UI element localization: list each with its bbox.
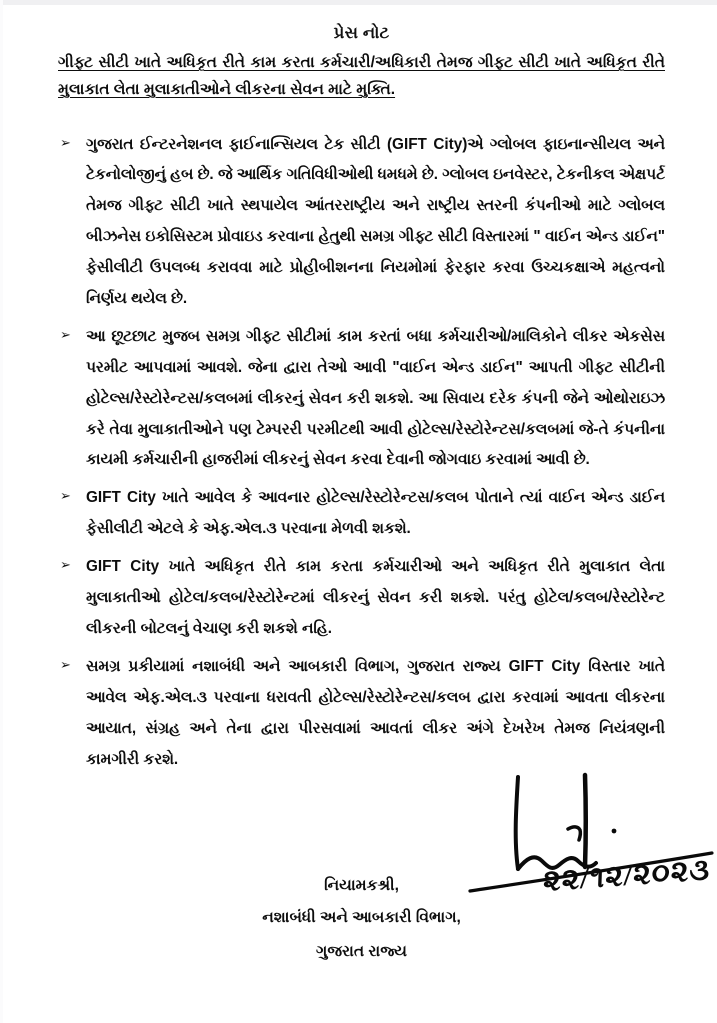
list-item-text: આ છૂટછાટ મુજબ સમગ્ર ગીફ્ટ સીટીમાં કામ કરતાં બધા કર્મચારીઓ/માલિકોને લીકર એકસેસ પરમીટ આપવામાં આવશે. જેના દ્વારા તેઓ આવી "વાઈન એન્ડ ડાઈન" આપતી ગીફ્ટ સીટીની હોટેલ્સ/રેસ્ટોરેન્ટસ/કલબમાં લીકરનું સેવન કરી શકશે. આ સિવાય દરેક કંપની જેને ઓથોરાઇઝ કરે તેવા મુલાકાતીઓને પણ ટેમ્પરરી પરમીટથી આવી હોટેલ્સ/રેસ્ટોરેન્ટસ/કલબમાં જે-તે કંપનીના કાયમી કર્મચારીની હાજરીમાં લીકરનું સેવન કરવા દેવાની જોગવાઇ કરવામાં આવી છે.: [86, 327, 665, 469]
list-item: [58, 322, 665, 476]
state-name: ગુજરાત રાજ્ય: [316, 943, 407, 961]
document-subtitle: ગીફ્ટ સીટી ખાતે અધિકૃત રીતે કામ કરતા કર્મચારી/અધિકારી તેમજ ગીફ્ટ સીટી ખાતે અધિકૃત રીતે મુલાકાત લેતા મુલાકાતીઓને લીકરના સેવન માટે મુક્તિ.: [58, 54, 665, 98]
bullet-arrow-icon: ➢: [60, 134, 71, 150]
handwritten-date: ૨૨/૧૨/૨૦૨૩: [542, 853, 711, 899]
list-item: [58, 483, 665, 545]
list-item-text: ગુજરાત ઈન્ટરનેશનલ ફાઈનાન્સિયલ ટેક સીટી (GIFT City)એ ગ્લોબલ ફાઇનાન્સીયલ અને ટેકનોલોજીનું હબ છે. જે આર્થિક ગતિવિધીઓથી ધમધમે છે. ગ્લોબલ ઇનવેસ્ટર, ટેકનીકલ એક્ષપર્ટ તેમજ ગીફ્ટ સીટી ખાતે સ્થપાયેલ આંતરરાષ્ટ્રીય અને રાષ્ટ્રીય સ્તરની કંપનીઓ માટે ગ્લોબલ બીઝનેસ ઇકોસિસ્ટમ પ્રોવાઇડ કરવાના હેતુથી સમગ્ર ગીફ્ટ સીટી વિસ્તારમાં " વાઈન એન્ડ ડાઈન" ફેસીલીટી ઉપલબ્ધ કરાવવા માટે પ્રોહીબીશનના નિયમોમાં ફેરફાર કરવા ઉચ્ચકક્ષાએ મહત્વનો નિર્ણય થયેલ છે.: [86, 135, 665, 308]
list-item: [58, 130, 665, 315]
bullet-arrow-icon: ➢: [60, 656, 71, 672]
bullet-arrow-icon: ➢: [60, 326, 71, 342]
page-title: પ્રેસ નોટ: [333, 24, 390, 42]
list-item: [58, 552, 665, 645]
press-note-bullet-list: [58, 130, 665, 776]
bullet-arrow-icon: ➢: [60, 488, 71, 504]
signature-block: [58, 781, 711, 966]
signatory-designation: નિયામકશ્રી,: [324, 877, 399, 895]
bullet-arrow-icon: ➢: [60, 557, 71, 573]
department-name: નશાબંધી અને આબકારી વિભાગ,: [262, 909, 461, 927]
list-item-text: GIFT City ખાતે આવેલ કે આવનાર હોટેલ્સ/રેસ્ટોરેન્ટસ/કલબ પોતાને ત્યાં વાઈન એન્ડ ડાઈન ફેસીલીટી એટલે કે એફ.એલ.૩ પરવાના મેળવી શકશે.: [86, 489, 665, 538]
list-item-text: સમગ્ર પ્રકીયામાં નશાબંધી અને આબકારી વિભાગ, ગુજરાત રાજ્ય GIFT City વિસ્તાર ખાતે આવેલ એફ.એલ.૩ પરવાના ધરાવતી હોટેલ્સ/રેસ્ટોરેન્ટસ/કલબ દ્વારા કરવામાં આવતા લીકરના આયાત, સંગ્રહ અને તેના દ્વારા પીરસવામાં આવતાં લીકર અંગે દેખરેખ તેમજ નિયંત્રણની કામગીરી કરશે.: [86, 657, 665, 768]
list-item: [58, 652, 665, 776]
list-item-text: GIFT City ખાતે અધિકૃત રીતે કામ કરતા કર્મચારીઓ અને અધિકૃત રીતે મુલાકાત લેતા મુલાકાતીઓ હોટેલ/કલબ/રેસ્ટોરેન્ટમાં લીકરનું સેવન કરી શકશે. પરંતુ હોટેલ/કલબ/રેસ્ટોરેન્ટ લીકરની બોટલનું વેચાણ કરી શકશે નહિ.: [86, 558, 665, 637]
